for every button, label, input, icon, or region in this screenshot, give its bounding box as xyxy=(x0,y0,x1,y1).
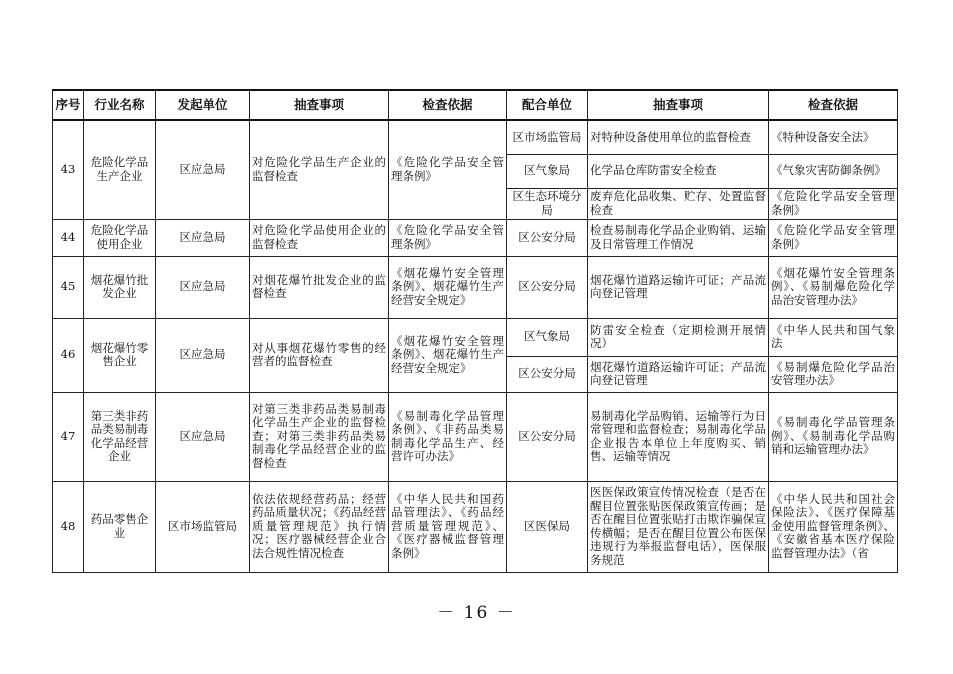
partner-basis: 《气象灾害防御条例》 xyxy=(769,154,898,188)
row-number: 48 xyxy=(53,481,84,572)
industry-name: 第三类非药品类易制毒化学品经营企业 xyxy=(84,392,156,481)
inspection-basis: 《危险化学品安全管理条例》 xyxy=(389,120,507,219)
inspection-item: 对烟花爆竹批发企业的监督检查 xyxy=(250,256,389,318)
inspection-basis: 《危险化学品安全管理条例》 xyxy=(389,219,507,256)
partner-unit: 区生态环境分局 xyxy=(507,188,588,219)
page-number: － 16 － xyxy=(437,603,516,623)
partner-item: 医医保政策宣传情况检查（是否在醒目位置张贴医保政策宣传画；是否在醒目位置张贴打击欺诈骗保宣传横幅；是否在醒目位置公布医保违规行为举报监督电话），医保服务规范 xyxy=(588,481,769,572)
initiator-unit: 区应急局 xyxy=(156,392,250,481)
row-number: 43 xyxy=(53,120,84,219)
partner-basis: 《危险化学品安全管理条例》 xyxy=(769,219,898,256)
partner-item: 废弃危化品收集、贮存、处置监督检查 xyxy=(588,188,769,219)
row-number: 45 xyxy=(53,256,84,318)
industry-name: 药品零售企业 xyxy=(84,481,156,572)
initiator-unit: 区应急局 xyxy=(156,256,250,318)
partner-basis: 《易制毒化学品管理条例》、《易制毒化学品购销和运输管理办法》 xyxy=(769,392,898,481)
industry-name: 烟花爆竹批发企业 xyxy=(84,256,156,318)
industry-name: 烟花爆竹零售企业 xyxy=(84,318,156,392)
inspection-item: 对危险化学品使用企业的监督检查 xyxy=(250,219,389,256)
partner-item: 对特种设备使用单位的监督检查 xyxy=(588,120,769,154)
partner-item: 化学品仓库防雷安全检查 xyxy=(588,154,769,188)
table-row xyxy=(53,318,898,356)
partner-item: 易制毒化学品购销、运输等行为日常管理和监督检查；易制毒化学品企业报告本单位上年度购买、销售、运输等情况 xyxy=(588,392,769,481)
initiator-unit: 区市场监管局 xyxy=(156,481,250,572)
header-basis: 检查依据 xyxy=(389,90,507,120)
industry-name: 危险化学品使用企业 xyxy=(84,219,156,256)
table-row xyxy=(53,481,898,572)
header-seq: 序号 xyxy=(53,90,84,120)
table-row xyxy=(53,256,898,318)
table-row xyxy=(53,120,898,154)
partner-basis: 《危险化学品安全管理条例》 xyxy=(769,188,898,219)
inspection-item: 对第三类非药品类易制毒化学品生产企业的监督检查；对第三类非药品类易制毒化学品经营企业的监督检查 xyxy=(250,392,389,481)
partner-unit: 区公安分局 xyxy=(507,356,588,392)
table-row xyxy=(53,392,898,481)
header-industry: 行业名称 xyxy=(84,90,156,120)
partner-item: 检查易制毒化学品企业购销、运输及日常管理工作情况 xyxy=(588,219,769,256)
header-item: 抽查事项 xyxy=(250,90,389,120)
header-partner-item: 抽查事项 xyxy=(588,90,769,120)
partner-unit: 区公安分局 xyxy=(507,219,588,256)
partner-unit: 区公安分局 xyxy=(507,256,588,318)
table-header-row xyxy=(53,90,898,120)
partner-unit: 区气象局 xyxy=(507,154,588,188)
partner-unit: 区市场监管局 xyxy=(507,120,588,154)
partner-item: 防雷安全检查（定期检测开展情况） xyxy=(588,318,769,356)
initiator-unit: 区应急局 xyxy=(156,219,250,256)
inspection-basis: 《易制毒化学品管理条例》、《非药品类易制毒化学品生产、经营许可办法》 xyxy=(389,392,507,481)
header-initiator: 发起单位 xyxy=(156,90,250,120)
header-partner-unit: 配合单位 xyxy=(507,90,588,120)
table-row xyxy=(53,219,898,256)
partner-unit: 区医保局 xyxy=(507,481,588,572)
inspection-basis: 《烟花爆竹安全管理条例》、烟花爆竹生产经营安全规定》 xyxy=(389,256,507,318)
inspection-table xyxy=(52,89,898,573)
partner-item: 烟花爆竹道路运输许可证；产品流向登记管理 xyxy=(588,256,769,318)
partner-basis: 《特种设备安全法》 xyxy=(769,120,898,154)
partner-unit: 区公安分局 xyxy=(507,392,588,481)
inspection-item: 依法依规经营药品；经营药品质量状况；《药品经营质量管理规范》执行情况；医疗器械经营企业合法合规性情况检查 xyxy=(250,481,389,572)
partner-basis: 《烟花爆竹安全管理条例》、《易制爆危险化学品治安管理办法》 xyxy=(769,256,898,318)
partner-basis: 《易制爆危险化学品治安管理办法》 xyxy=(769,356,898,392)
row-number: 46 xyxy=(53,318,84,392)
row-number: 47 xyxy=(53,392,84,481)
partner-basis: 《中华人民共和国气象法 xyxy=(769,318,898,356)
row-number: 44 xyxy=(53,219,84,256)
partner-item: 烟花爆竹道路运输许可证；产品流向登记管理 xyxy=(588,356,769,392)
partner-unit: 区气象局 xyxy=(507,318,588,356)
partner-basis: 《中华人民共和国社会保险法》、《医疗保障基金使用监督管理条例》、《安徽省基本医疗保险监督管理办法》（省 xyxy=(769,481,898,572)
inspection-basis: 《中华人民共和国药品管理法》、《药品经营质量管理规范》、《医疗器械监督管理条例》 xyxy=(389,481,507,572)
initiator-unit: 区应急局 xyxy=(156,120,250,219)
header-partner-basis: 检查依据 xyxy=(769,90,898,120)
industry-name: 危险化学品生产企业 xyxy=(84,120,156,219)
initiator-unit: 区应急局 xyxy=(156,318,250,392)
inspection-basis: 《烟花爆竹安全管理条例》、烟花爆竹生产经营安全规定》 xyxy=(389,318,507,392)
inspection-item: 对危险化学品生产企业的监督检查 xyxy=(250,120,389,219)
inspection-item: 对从事烟花爆竹零售的经营者的监督检查 xyxy=(250,318,389,392)
